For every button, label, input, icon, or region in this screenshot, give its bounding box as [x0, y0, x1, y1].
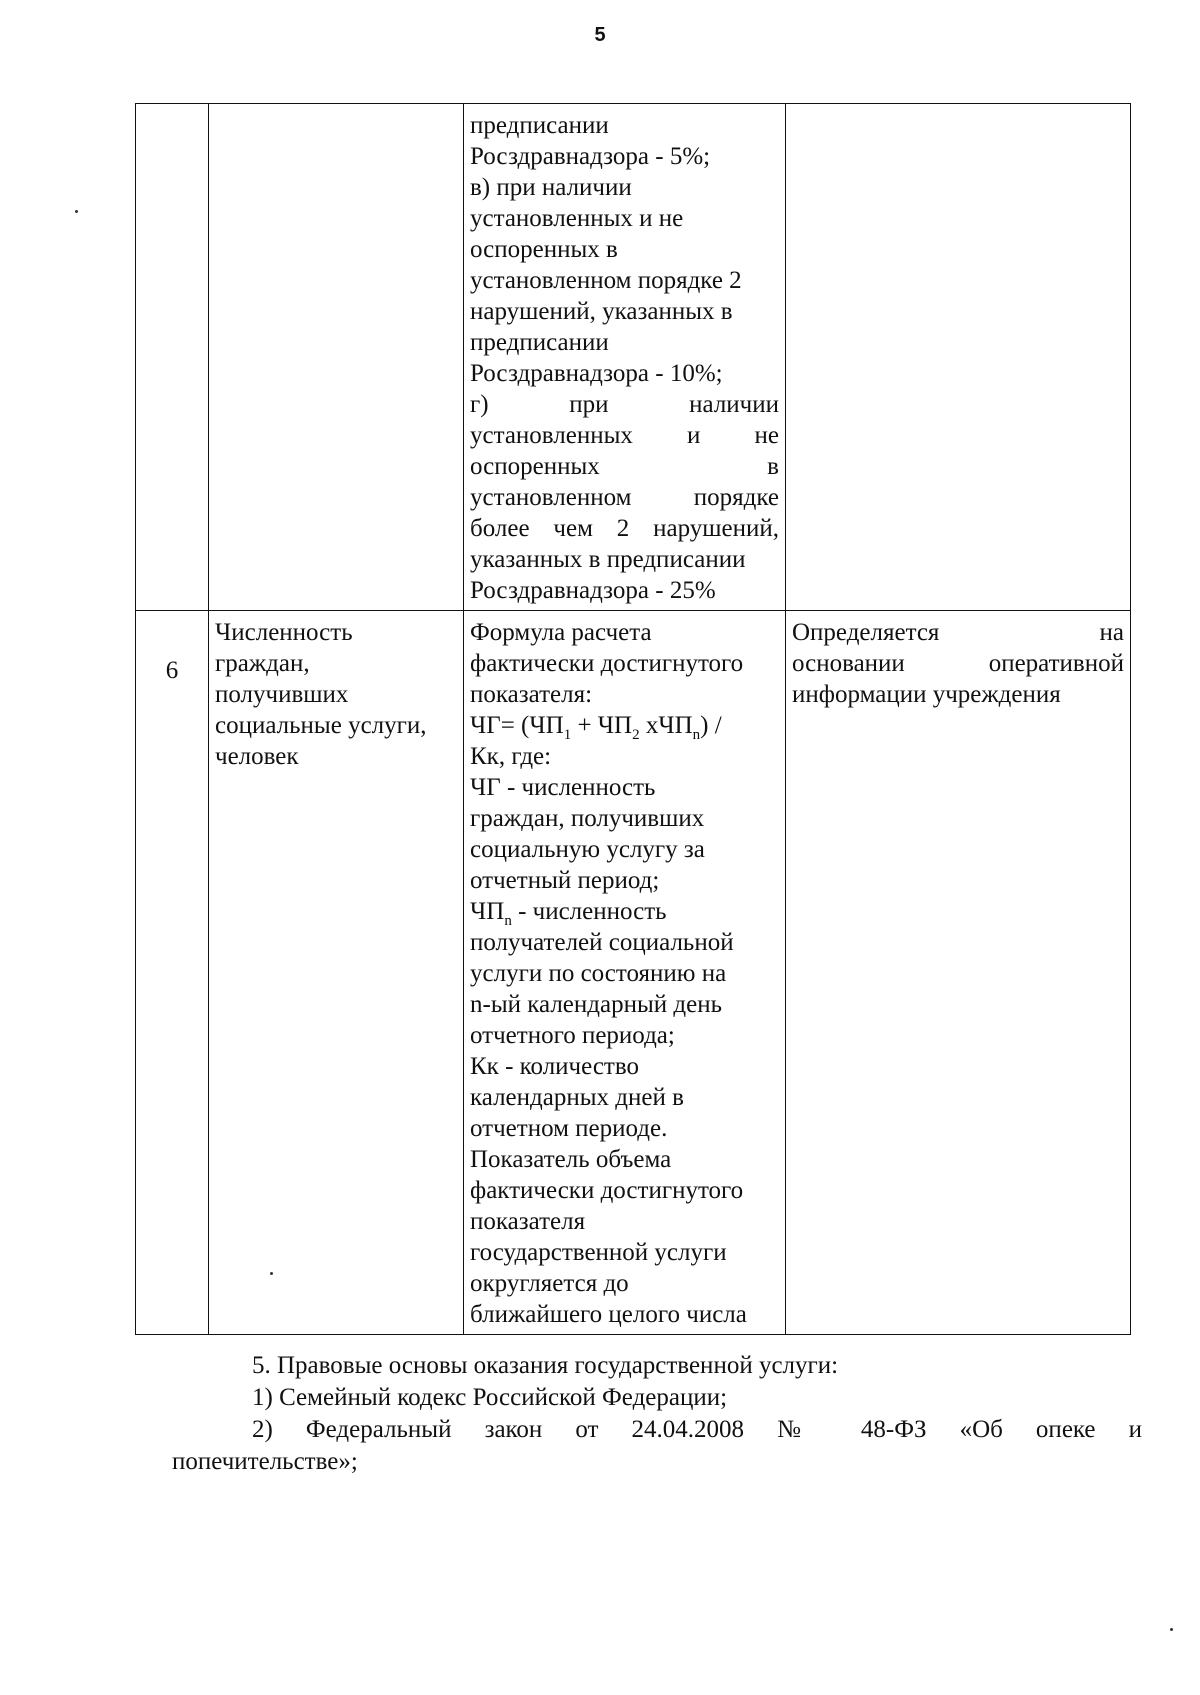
formula-part: ) /: [700, 712, 722, 739]
text-line: Кк - количество: [470, 1053, 639, 1080]
formula-part: ЧГ= (ЧП: [470, 712, 564, 739]
cell-indicator-name: [209, 611, 464, 1335]
text-line: Показатель объема: [470, 1146, 672, 1173]
text-line: оспоренных в: [470, 453, 779, 480]
text-line: социальные услуги,: [215, 712, 427, 739]
cell-data-source: [786, 611, 1131, 1335]
row-number: 6: [136, 611, 209, 1335]
text-line: фактически достигнутого: [470, 650, 744, 677]
text-line: установленных и не: [470, 205, 684, 232]
text-line: получивших: [215, 681, 349, 708]
cell-indicator-empty: [209, 104, 464, 611]
formula-line: [470, 896, 779, 927]
text-line: указанных в предписании: [470, 546, 746, 573]
formula-part: ЧП: [470, 898, 505, 925]
cell-number-empty: [136, 104, 209, 611]
text-line: Росздравнадзора - 5%;: [470, 143, 711, 170]
legal-basis-section: [172, 1350, 1142, 1478]
text-line: человек: [215, 743, 299, 770]
text-line: Росздравнадзора - 25%: [470, 577, 716, 604]
text-line: календарных дней в: [470, 1084, 684, 1111]
text-line: установленных и не: [470, 422, 779, 449]
text-line: Росздравнадзора - 10%;: [470, 360, 723, 387]
formula-subscript: 1: [563, 727, 572, 743]
text-line: граждан, получивших: [470, 805, 705, 832]
table-row-6: [136, 611, 1131, 1335]
text-line: получателей социальной: [470, 929, 734, 956]
text-line: установленном порядке: [470, 484, 779, 511]
text-line: n-ый календарный день: [470, 991, 723, 1018]
formula-part: + ЧП: [571, 712, 633, 739]
text-line: округляется до: [470, 1270, 629, 1297]
cell-source-empty: [786, 104, 1131, 611]
text-line: отчетного периода;: [470, 1022, 675, 1049]
text-line: Кк, где:: [470, 743, 552, 770]
text-line: граждан,: [215, 650, 310, 677]
formula-part: хЧП: [639, 712, 693, 739]
cell-method-continued: [464, 104, 786, 611]
cell-calculation-method: [464, 611, 786, 1335]
text-line: фактически достигнутого: [470, 1177, 744, 1204]
formula-subscript: n: [692, 727, 701, 743]
section-heading: 5. Правовые основы оказания государственной услуги:: [252, 1352, 839, 1379]
legal-item: 2) Федеральный закон от 24.04.2008 № 48-ФЗ «Об опеке и: [252, 1416, 1142, 1443]
formula-line: [470, 710, 779, 741]
indicators-table: [135, 103, 1131, 1335]
formula-subscript: n: [504, 913, 512, 929]
text-line: Численность: [215, 619, 353, 646]
text-line: отчетный период;: [470, 867, 660, 894]
text-line: ближайшего целого числа: [470, 1301, 747, 1328]
formula-part: - численность: [511, 898, 667, 925]
text-line: установленном порядке 2: [470, 267, 742, 294]
text-line: предписании: [470, 112, 609, 139]
text-line: информации учреждения: [792, 681, 1061, 708]
page-number: 5: [594, 24, 606, 46]
text-line: более чем 2 нарушений,: [470, 515, 779, 542]
text-line: в) при наличии: [470, 174, 632, 201]
text-line: предписании: [470, 329, 609, 356]
text-line: показателя:: [470, 681, 593, 708]
text-line: ЧГ - численность: [470, 774, 656, 801]
text-line: основании оперативной: [792, 650, 1124, 677]
scan-speck: [75, 210, 78, 213]
text-line: Формула расчета: [470, 619, 652, 646]
scan-speck: [270, 1272, 273, 1275]
table-row-continued: [136, 104, 1131, 611]
scan-speck: [1170, 1628, 1173, 1631]
legal-item-continuation: попечительстве»;: [172, 1448, 358, 1475]
text-line: отчетном периоде.: [470, 1115, 668, 1142]
text-line: нарушений, указанных в: [470, 298, 733, 325]
text-line: государственной услуги: [470, 1239, 727, 1266]
legal-item: 1) Семейный кодекс Российской Федерации;: [252, 1384, 728, 1411]
formula-subscript: 2: [632, 727, 640, 743]
text-line: оспоренных в: [470, 236, 618, 263]
text-line: услуги по состоянию на: [470, 960, 727, 987]
text-line: показателя: [470, 1208, 586, 1235]
text-line: Определяется на: [792, 619, 1124, 646]
text-line: г) при наличии: [470, 391, 779, 418]
text-line: социальную услугу за: [470, 836, 705, 863]
